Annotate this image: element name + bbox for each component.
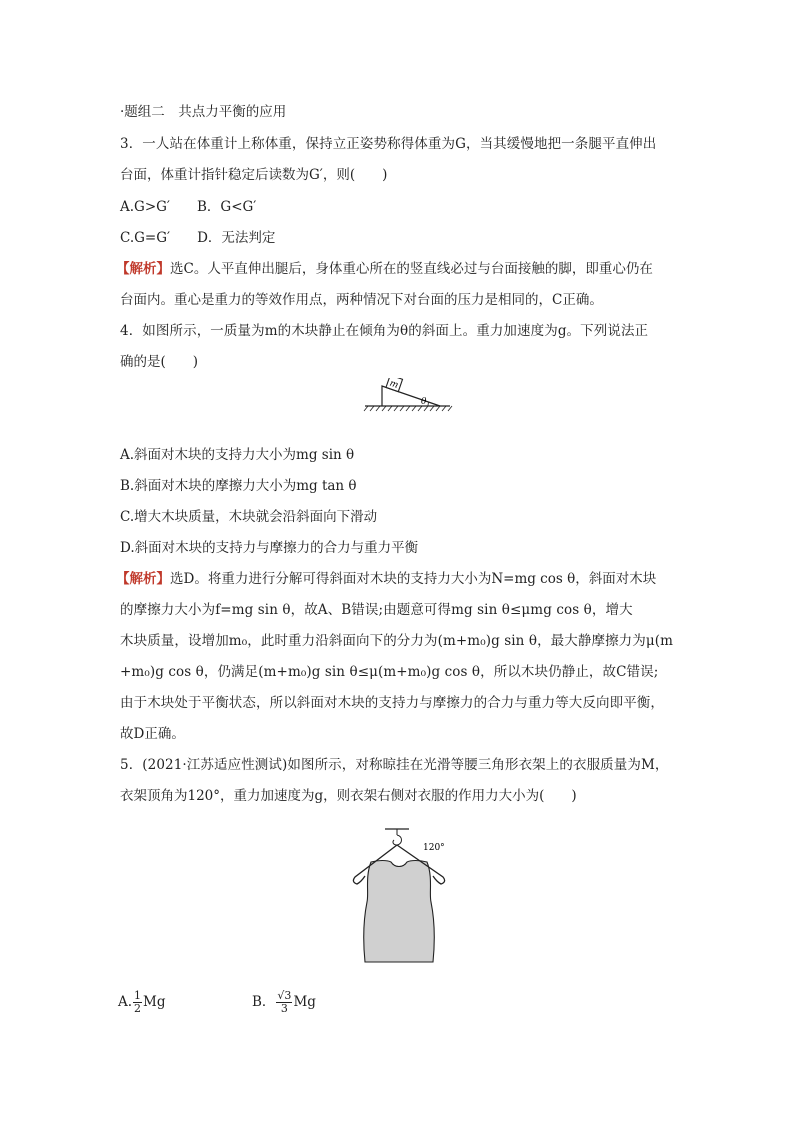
q5-option-b-letter: B．	[252, 994, 276, 1010]
q5-option-b-unit: Mg	[293, 994, 316, 1010]
block	[386, 378, 403, 392]
q5-option-a-fraction	[133, 990, 142, 1015]
q4-stem-line-1: 4．如图所示，一质量为m的木块静止在倾角为θ的斜面上。重力加速度为g。下列说法正	[120, 323, 649, 339]
q5-option-b-numerator: √3	[277, 989, 292, 1002]
section-heading: ·题组二 共点力平衡的应用	[120, 104, 287, 120]
q5-stem-line-2: 衣架顶角为120°，重力加速度为g，则衣架右侧对衣服的作用力大小为( )	[120, 788, 577, 804]
q4-stem-line-2: 确的是( )	[120, 354, 199, 370]
q4-option-d: D.斜面对木块的支持力与摩擦力的合力与重力平衡	[120, 540, 419, 556]
incline-figure	[360, 378, 460, 428]
q3-analysis-line-2: 台面内。重心是重力的等效作用点，两种情况下对台面的压力是相同的，C正确。	[120, 292, 603, 308]
q4-option-b: B.斜面对木块的摩擦力大小为mg tan θ	[120, 478, 357, 494]
ground-hatching	[364, 406, 452, 411]
q5-stem-line-1: 5．(2021·江苏适应性测试)如图所示，对称晾挂在光滑等腰三角形衣架上的衣服质量为M，	[120, 757, 669, 773]
analysis-tag: 【解析】	[116, 261, 170, 277]
q3-options-ab: A.G>G′ B．G<G′	[120, 199, 257, 215]
block-mass-label: m	[388, 378, 400, 391]
q3-analysis-text: 选C。人平直伸出腿后，身体重心所在的竖直线必过与台面接触的脚，即重心仍在	[170, 261, 653, 277]
q4-analysis-line-2: 的摩擦力大小为f=mg sin θ，故A、B错误;由题意可得mg sin θ≤μmg cos θ，增大	[120, 602, 633, 618]
q4-analysis-line-1	[116, 569, 676, 589]
q4-analysis-line-5: 由于木块处于平衡状态，所以斜面对木块的支持力与摩擦力的合力与重力等大反向即平衡，	[120, 695, 664, 711]
q5-option-a-letter: A.	[118, 994, 133, 1010]
q4-option-a: A.斜面对木块的支持力大小为mg sin θ	[120, 447, 355, 463]
q5-option-a	[118, 990, 166, 1015]
q3-stem-line-1: 3．一人站在体重计上称体重，保持立正姿势称得体重为G，当其缓慢地把一条腿平直伸出	[120, 136, 657, 152]
q3-stem-line-2: 台面，体重计指针稳定后读数为G′，则( )	[120, 167, 388, 183]
angle-theta-label: θ	[421, 397, 427, 407]
q3-options-cd: C.G=G′ D．无法判定	[120, 230, 276, 246]
q4-analysis-text: 选D。将重力进行分解可得斜面对木块的支持力大小为N=mg cos θ，斜面对木块	[170, 571, 657, 587]
analysis-tag: 【解析】	[116, 571, 170, 587]
q4-analysis-line-3: 木块质量，设增加m₀，此时重力沿斜面向下的分力为(m+m₀)g sin θ，最大静摩擦力为μ(m	[120, 633, 674, 649]
q4-analysis-line-4: +m₀)g cos θ，仍满足(m+m₀)g sin θ≤μ(m+m₀)g cos θ，所以木块仍静止，故C错误;	[120, 664, 659, 680]
angle-arc	[428, 402, 429, 406]
q5-option-a-denominator: 2	[134, 1002, 142, 1015]
hanger-angle-label: 120°	[423, 843, 445, 853]
hook-icon	[393, 835, 402, 845]
q4-option-c: C.增大木块质量，木块就会沿斜面向下滑动	[120, 509, 378, 525]
q5-option-b-denominator: 3	[280, 1002, 288, 1015]
hanger-figure	[345, 822, 455, 970]
q4-analysis-line-6: 故D正确。	[120, 726, 185, 742]
q3-analysis-line-1	[116, 259, 676, 279]
shirt-shape	[364, 861, 435, 963]
q5-option-a-numerator: 1	[134, 989, 142, 1002]
q5-option-b-fraction	[276, 990, 292, 1015]
q5-option-a-unit: Mg	[143, 994, 166, 1010]
q5-option-b	[252, 990, 316, 1015]
